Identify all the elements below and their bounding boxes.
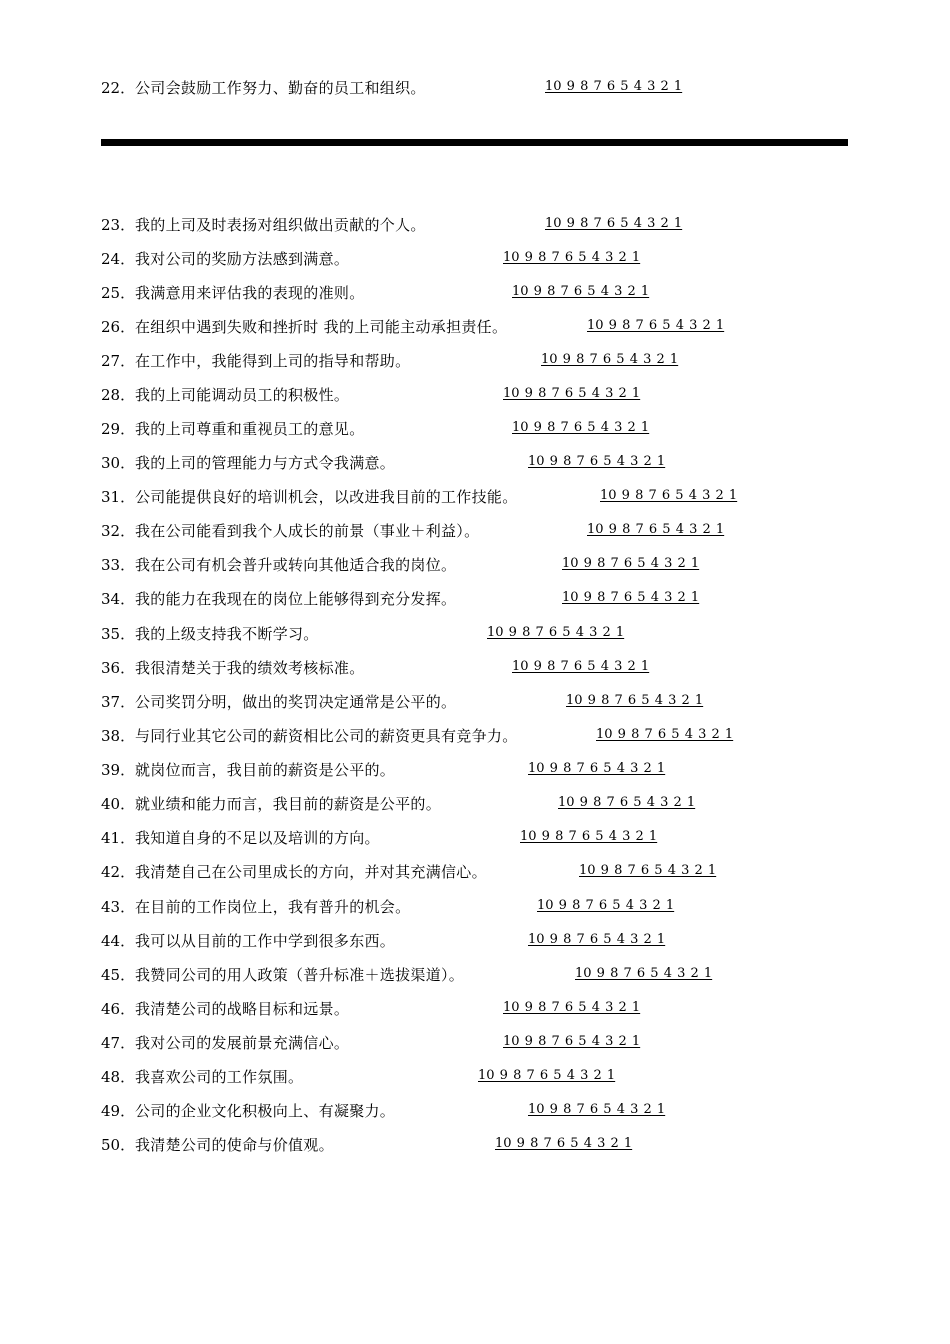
question-text: 我的上司尊重和重视员工的意见。	[135, 420, 365, 438]
rating-scale[interactable]: 10 9 8 7 6 5 4 3 2 1	[495, 1136, 633, 1151]
question-28	[0, 382, 950, 406]
question-text: 我知道自身的不足以及培训的方向。	[135, 829, 380, 847]
question-text: 我对公司的奖励方法感到满意。	[135, 250, 350, 268]
question-text: 我清楚自己在公司里成长的方向，并对其充满信心。	[135, 863, 487, 881]
question-number: 37．	[101, 693, 136, 711]
question-47	[0, 1030, 950, 1054]
question-text: 在工作中，我能得到上司的指导和帮助。	[135, 352, 411, 370]
question-number: 41．	[101, 829, 136, 847]
question-23	[0, 212, 950, 236]
rating-scale[interactable]: 10 9 8 7 6 5 4 3 2 1	[587, 318, 725, 333]
question-34	[0, 586, 950, 610]
question-text: 公司的企业文化积极向上、有凝聚力。	[135, 1102, 396, 1120]
question-25	[0, 280, 950, 304]
question-29	[0, 416, 950, 440]
question-number: 35．	[101, 625, 136, 643]
question-text: 就业绩和能力而言，我目前的薪资是公平的。	[135, 795, 442, 813]
rating-scale[interactable]: 10 9 8 7 6 5 4 3 2 1	[545, 79, 683, 94]
question-text: 我的上司及时表扬对组织做出贡献的个人。	[135, 216, 426, 234]
question-text: 我满意用来评估我的表现的准则。	[135, 284, 365, 302]
rating-scale[interactable]: 10 9 8 7 6 5 4 3 2 1	[566, 693, 704, 708]
rating-scale[interactable]: 10 9 8 7 6 5 4 3 2 1	[579, 863, 717, 878]
rating-scale[interactable]: 10 9 8 7 6 5 4 3 2 1	[575, 966, 713, 981]
section-divider	[101, 139, 848, 146]
question-49	[0, 1098, 950, 1122]
question-number: 25．	[101, 284, 136, 302]
question-number: 26．	[101, 318, 136, 336]
question-43	[0, 894, 950, 918]
rating-scale[interactable]: 10 9 8 7 6 5 4 3 2 1	[528, 761, 666, 776]
question-number: 49．	[101, 1102, 136, 1120]
question-number: 22．	[101, 79, 136, 97]
question-26	[0, 314, 950, 338]
question-text: 与同行业其它公司的薪资相比公司的薪资更具有竞争力。	[135, 727, 518, 745]
question-text: 我的能力在我现在的岗位上能够得到充分发挥。	[135, 590, 457, 608]
rating-scale[interactable]: 10 9 8 7 6 5 4 3 2 1	[487, 625, 625, 640]
question-text: 我的上司的管理能力与方式令我满意。	[135, 454, 396, 472]
question-text: 我赞同公司的用人政策（普升标准＋选拔渠道）。	[135, 966, 465, 984]
question-number: 47．	[101, 1034, 136, 1052]
rating-scale[interactable]: 10 9 8 7 6 5 4 3 2 1	[528, 932, 666, 947]
question-number: 40．	[101, 795, 136, 813]
question-text: 我对公司的发展前景充满信心。	[135, 1034, 350, 1052]
question-45	[0, 962, 950, 986]
rating-scale[interactable]: 10 9 8 7 6 5 4 3 2 1	[512, 420, 650, 435]
rating-scale[interactable]: 10 9 8 7 6 5 4 3 2 1	[478, 1068, 616, 1083]
question-24	[0, 246, 950, 270]
question-30	[0, 450, 950, 474]
question-text: 我喜欢公司的工作氛围。	[135, 1068, 304, 1086]
rating-scale[interactable]: 10 9 8 7 6 5 4 3 2 1	[503, 1034, 641, 1049]
rating-scale[interactable]: 10 9 8 7 6 5 4 3 2 1	[520, 829, 658, 844]
rating-scale[interactable]: 10 9 8 7 6 5 4 3 2 1	[600, 488, 738, 503]
question-number: 36．	[101, 659, 136, 677]
question-number: 28．	[101, 386, 136, 404]
rating-scale[interactable]: 10 9 8 7 6 5 4 3 2 1	[503, 386, 641, 401]
question-number: 42．	[101, 863, 136, 881]
question-number: 30．	[101, 454, 136, 472]
rating-scale[interactable]: 10 9 8 7 6 5 4 3 2 1	[587, 522, 725, 537]
question-27	[0, 348, 950, 372]
question-50	[0, 1132, 950, 1156]
question-number: 31．	[101, 488, 136, 506]
question-text: 我清楚公司的使命与价值观。	[135, 1136, 334, 1154]
question-number: 34．	[101, 590, 136, 608]
question-number: 29．	[101, 420, 136, 438]
question-text: 公司能提供良好的培训机会，以改进我目前的工作技能。	[135, 488, 518, 506]
question-number: 46．	[101, 1000, 136, 1018]
rating-scale[interactable]: 10 9 8 7 6 5 4 3 2 1	[512, 284, 650, 299]
question-38	[0, 723, 950, 747]
question-42	[0, 859, 950, 883]
question-text: 在组织中遇到失败和挫折时 我的上司能主动承担责任。	[135, 318, 508, 336]
question-text: 我的上司能调动员工的积极性。	[135, 386, 350, 404]
question-41	[0, 825, 950, 849]
question-40	[0, 791, 950, 815]
question-text: 我的上级支持我不断学习。	[135, 625, 319, 643]
rating-scale[interactable]: 10 9 8 7 6 5 4 3 2 1	[537, 898, 675, 913]
question-text: 在目前的工作岗位上，我有普升的机会。	[135, 898, 411, 916]
question-number: 23．	[101, 216, 136, 234]
question-number: 43．	[101, 898, 136, 916]
question-number: 50．	[101, 1136, 136, 1154]
rating-scale[interactable]: 10 9 8 7 6 5 4 3 2 1	[541, 352, 679, 367]
rating-scale[interactable]: 10 9 8 7 6 5 4 3 2 1	[558, 795, 696, 810]
question-text: 我很清楚关于我的绩效考核标准。	[135, 659, 365, 677]
question-number: 32．	[101, 522, 136, 540]
rating-scale[interactable]: 10 9 8 7 6 5 4 3 2 1	[512, 659, 650, 674]
question-number: 33．	[101, 556, 136, 574]
question-text: 我在公司有机会普升或转向其他适合我的岗位。	[135, 556, 457, 574]
question-44	[0, 928, 950, 952]
rating-scale[interactable]: 10 9 8 7 6 5 4 3 2 1	[562, 556, 700, 571]
rating-scale[interactable]: 10 9 8 7 6 5 4 3 2 1	[596, 727, 734, 742]
question-32	[0, 518, 950, 542]
question-text: 就岗位而言，我目前的薪资是公平的。	[135, 761, 396, 779]
question-31	[0, 484, 950, 508]
question-number: 39．	[101, 761, 136, 779]
question-text: 公司奖罚分明，做出的奖罚决定通常是公平的。	[135, 693, 457, 711]
question-text: 我可以从目前的工作中学到很多东西。	[135, 932, 396, 950]
question-37	[0, 689, 950, 713]
question-48	[0, 1064, 950, 1088]
question-36	[0, 655, 950, 679]
rating-scale[interactable]: 10 9 8 7 6 5 4 3 2 1	[528, 1102, 666, 1117]
question-number: 48．	[101, 1068, 136, 1086]
question-46	[0, 996, 950, 1020]
question-number: 44．	[101, 932, 136, 950]
question-text: 我清楚公司的战略目标和远景。	[135, 1000, 350, 1018]
rating-scale[interactable]: 10 9 8 7 6 5 4 3 2 1	[503, 1000, 641, 1015]
question-22	[0, 75, 950, 99]
question-39	[0, 757, 950, 781]
rating-scale[interactable]: 10 9 8 7 6 5 4 3 2 1	[503, 250, 641, 265]
question-number: 24．	[101, 250, 136, 268]
question-number: 45．	[101, 966, 136, 984]
question-33	[0, 552, 950, 576]
question-number: 27．	[101, 352, 136, 370]
rating-scale[interactable]: 10 9 8 7 6 5 4 3 2 1	[562, 590, 700, 605]
rating-scale[interactable]: 10 9 8 7 6 5 4 3 2 1	[528, 454, 666, 469]
question-35	[0, 621, 950, 645]
question-text: 公司会鼓励工作努力、勤奋的员工和组织。	[135, 79, 426, 97]
question-text: 我在公司能看到我个人成长的前景（事业＋利益）。	[135, 522, 480, 540]
question-number: 38．	[101, 727, 136, 745]
rating-scale[interactable]: 10 9 8 7 6 5 4 3 2 1	[545, 216, 683, 231]
